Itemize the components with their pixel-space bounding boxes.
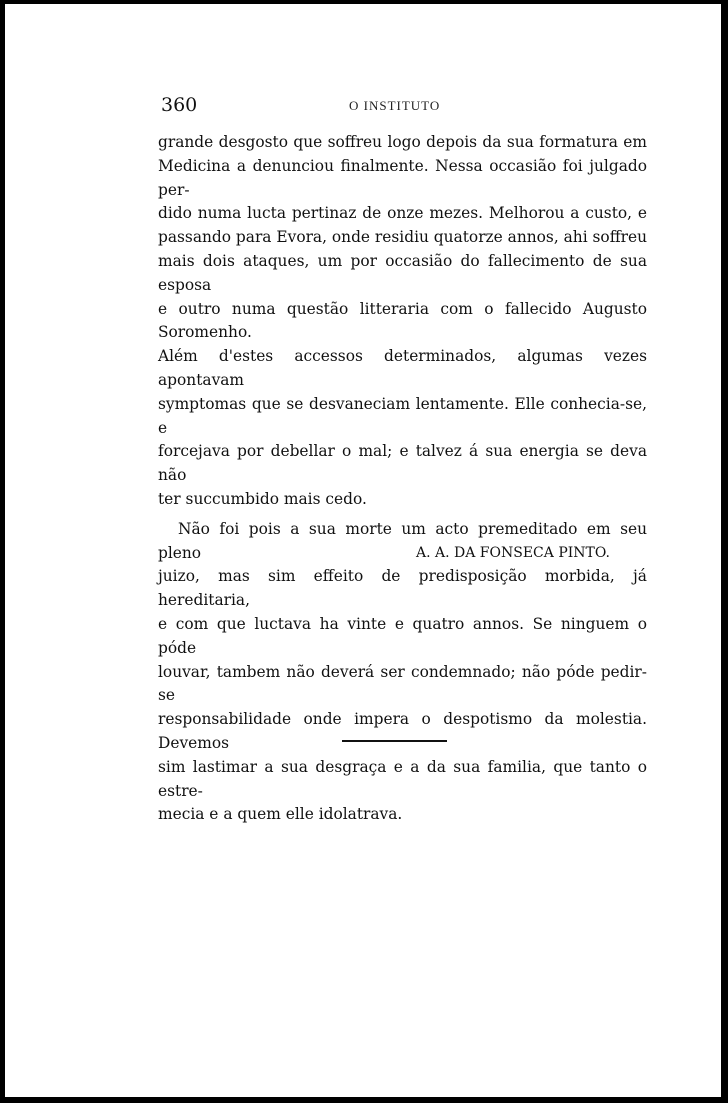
book-page <box>5 4 721 1097</box>
section-end-rule <box>342 740 447 742</box>
text-line: Além d'estes accessos determinados, algumas vezes apontavam <box>158 347 647 389</box>
paragraph-1 <box>158 131 647 512</box>
text-line: ter succumbido mais cedo. <box>158 489 367 508</box>
text-line: dido numa lucta pertinaz de onze mezes. Melhorou a custo, e <box>158 204 647 223</box>
text-line: Não foi pois a sua morte um acto premeditado em seu pleno <box>158 519 647 562</box>
body-text <box>158 131 647 827</box>
text-line: grande desgosto que soffreu logo depois da sua formatura em <box>158 133 647 151</box>
page-header <box>161 94 647 120</box>
text-line: forcejava por debellar o mal; e talvez á sua energia se deva não <box>158 442 647 485</box>
text-line: e com que luctava ha vinte e quatro annos. Se ninguem o póde <box>158 614 647 657</box>
text-line: responsabilidade onde impera o despotismo da molestia. Devemos <box>158 710 647 752</box>
text-line: mais dois ataques, um por occasião do fallecimento de sua esposa <box>158 251 647 294</box>
text-line: mecia e a quem elle idolatrava. <box>158 805 403 824</box>
text-line: sim lastimar a sua desgraça e a da sua familia, que tanto o estre- <box>158 757 647 800</box>
text-line: Medicina a denunciou finalmente. Nessa occasião foi julgado per- <box>158 156 647 199</box>
paragraph-2 <box>158 518 647 827</box>
text-line: louvar, tambem não deverá ser condemnado; não póde pedir-se <box>158 662 647 705</box>
page-number: 360 <box>161 94 198 116</box>
author-signature: A. A. DA FONSECA PINTO. <box>416 545 610 561</box>
text-line: symptomas que se desvaneciam lentamente. Elle conhecia-se, e <box>158 394 647 437</box>
text-line: e outro numa questão litteraria com o fallecido Augusto Soromenho. <box>158 299 647 342</box>
text-line: passando para Evora, onde residiu quatorze annos, ahi soffreu <box>158 228 647 247</box>
running-head: O INSTITUTO <box>349 98 441 113</box>
text-line: juizo, mas sim effeito de predisposição morbida, já hereditaria, <box>158 567 647 610</box>
